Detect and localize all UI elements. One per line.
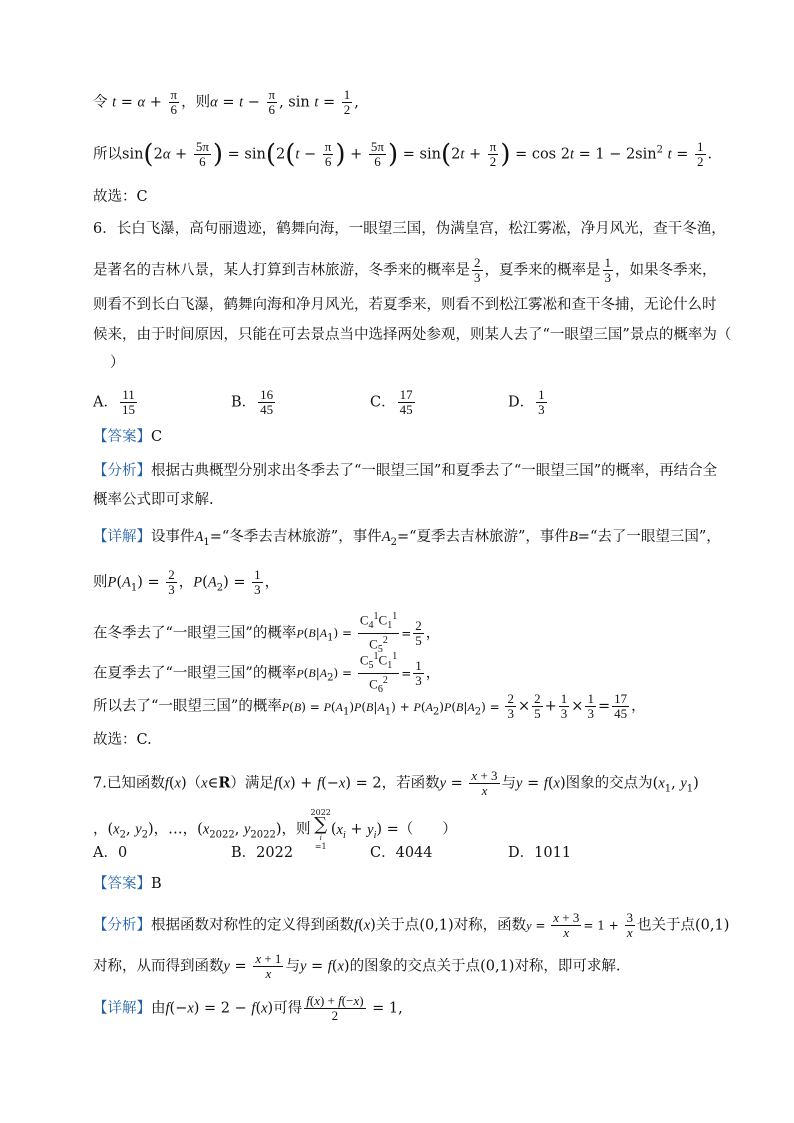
q5-substitution-line: 令 t = α + $\frac{\pi}{6}$ ，则α = t − $\frac{\pi}{6}$ , sin t = $\frac{1}{2}$ , bbox=[93, 87, 359, 117]
q6-summer-probability: 在夏季去了“一眼望三国”的概率$P(B|A_2)$ = $\frac{C_5^1C_1^1}{C_6^2}$ = $\frac{1}{3}$ ， bbox=[93, 651, 441, 695]
answer-tag: 【答案】 bbox=[93, 429, 151, 445]
q6-detail-line-2: 则$P(A_1)$ = $\frac{2}{3}$ ，$P(A_2)$ = $\frac{1}{3}$ ， bbox=[93, 567, 280, 597]
q6-stem-line-1 bbox=[93, 219, 726, 239]
question-number: 6． bbox=[93, 221, 117, 237]
q6-stem-line-4: 候来，由于时间原因，只能在可去景点当中选择两处参观，则某人去了“一眼望三国”景点的概率为（ bbox=[93, 327, 732, 343]
q7-option-c: C．4044 bbox=[370, 845, 433, 861]
text: ，夏季来的概率是 bbox=[484, 262, 601, 279]
q7-answer bbox=[93, 874, 162, 894]
answer-value: B bbox=[151, 876, 162, 892]
q7-analysis-line-2: 对称，从而得到函数y = $\frac{x + 1}{x}$ 与y = f(x)的图象的交点关于点(0,1)对称，即可求解. bbox=[93, 951, 621, 981]
detail-tag: 【详解】 bbox=[93, 529, 151, 545]
q7-analysis-line-1: 【分析】根据函数对称性的定义得到函数f(x)关于点(0,1)对称，函数y = $\frac{x + 3}{x}$ = 1 + $\frac{3}{x}$ 也关于点(0,1) bbox=[93, 910, 730, 940]
q7-option-a: A．0 bbox=[93, 845, 128, 861]
answer-tag: 【答案】 bbox=[93, 876, 151, 892]
q6-option-c: C． $\frac{17}{45}$ bbox=[370, 387, 413, 417]
q7-option-b: B．2022 bbox=[231, 845, 294, 861]
q6-detail-line-1: 【详解】设事件$A_1=“$冬季去吉林旅游”，事件$A_2=“$夏季去吉林旅游”，事件B=“去了一眼望三国”， bbox=[93, 529, 721, 548]
q6-analysis-line-1 bbox=[93, 461, 717, 481]
q6-answer bbox=[93, 427, 162, 447]
detail-tag: 【详解】 bbox=[93, 1000, 151, 1017]
q6-stem-line-5: ） bbox=[110, 355, 125, 371]
text: 根据古典概型分别求出冬季去了“一眼望三国”和夏季去了“一眼望三国”的概率，再结合全 bbox=[151, 463, 718, 479]
q6-choose: 故选：C. bbox=[93, 732, 152, 748]
q6-stem-line-3: 则看不到长白飞瀑，鹤舞向海和净月风光，若夏季来，则看不到松江雾凇和查干冬捕，无论什么时 bbox=[93, 297, 717, 313]
text: 所以 bbox=[93, 146, 122, 163]
q6-stem-line-2: 是著名的吉林八景，某人打算到吉林旅游，冬季来的概率是 $\frac{2}{3}$ ，夏季来的概率是 $\frac{1}{3}$ ，如果冬季来， bbox=[93, 255, 717, 285]
q7-stem-line-2: ，($x_2$, $y_2$)，…，($x_{2022}$, $y_{2022}$)，则 2022 ∑ i =1 $(x_i + y_i)$ =（ ） bbox=[93, 808, 457, 851]
q6-option-b: B． $\frac{16}{45}$ bbox=[231, 387, 274, 417]
q6-total-probability: 所以去了“一眼望三国”的概率$P(B) = P(A_1)P(B|A_1) + P(A_2)P(B|A_2)$ = $\frac{2}{3}$ × $\frac{2}{5}$ + $\frac{1}{3}$ × $\frac{1}{3}$ = $\frac{17}{45}$ ， bbox=[93, 691, 646, 721]
text: 是著名的吉林八景，某人打算到吉林旅游，冬季来的概率是 bbox=[93, 262, 470, 279]
text: 长白飞瀑，高句丽遗迹，鹤舞向海，一眼望三国，伪满皇宫，松江雾凇，净月风光，查干冬渔， bbox=[116, 221, 726, 237]
analysis-tag: 【分析】 bbox=[93, 917, 151, 934]
text: 令 bbox=[93, 94, 108, 111]
answer-value: C bbox=[151, 429, 163, 445]
q5-result-line: 所以sin(2α + $\frac{5\pi}{6}$ ) = sin(2(t − $\frac{\pi}{6}$ ) + $\frac{5\pi}{6}$ ) = sin(2t + $\frac{\pi}{2}$ ) = $\cos 2t = 1 - 2\sin^2$ t = $\frac{1}{2}$ . bbox=[93, 139, 713, 170]
q5-choose: 故选：C bbox=[93, 189, 148, 205]
analysis-tag: 【分析】 bbox=[93, 463, 151, 479]
q7-stem-line-1: 7.已知函数f(x)（x∈R）满足f(x) + f(−x) = 2，若函数y = $\frac{x + 3}{x}$ 与y = f(x)图象的交点为($x_1$, $y_1$) bbox=[93, 768, 699, 798]
text: ，则 bbox=[181, 94, 211, 111]
q7-option-d: D．1011 bbox=[508, 845, 572, 861]
q6-winter-probability: 在冬季去了“一眼望三国”的概率$P(B|A_1)$ = $\frac{C_4^1C_1^1}{C_5^2}$ = $\frac{2}{5}$ ， bbox=[93, 611, 441, 655]
q6-option-d: D． $\frac{1}{3}$ bbox=[508, 387, 545, 417]
q7-detail-line-1: 【详解】由f(−x) = 2 − f(x)可得 $\frac{f(x) + f(-x)}{2}$ = 1, bbox=[93, 993, 403, 1023]
text: ，如果冬季来， bbox=[615, 262, 717, 279]
q6-option-a: A． $\frac{11}{15}$ bbox=[93, 387, 135, 417]
q6-analysis-line-2: 概率公式即可求解. bbox=[93, 492, 214, 508]
